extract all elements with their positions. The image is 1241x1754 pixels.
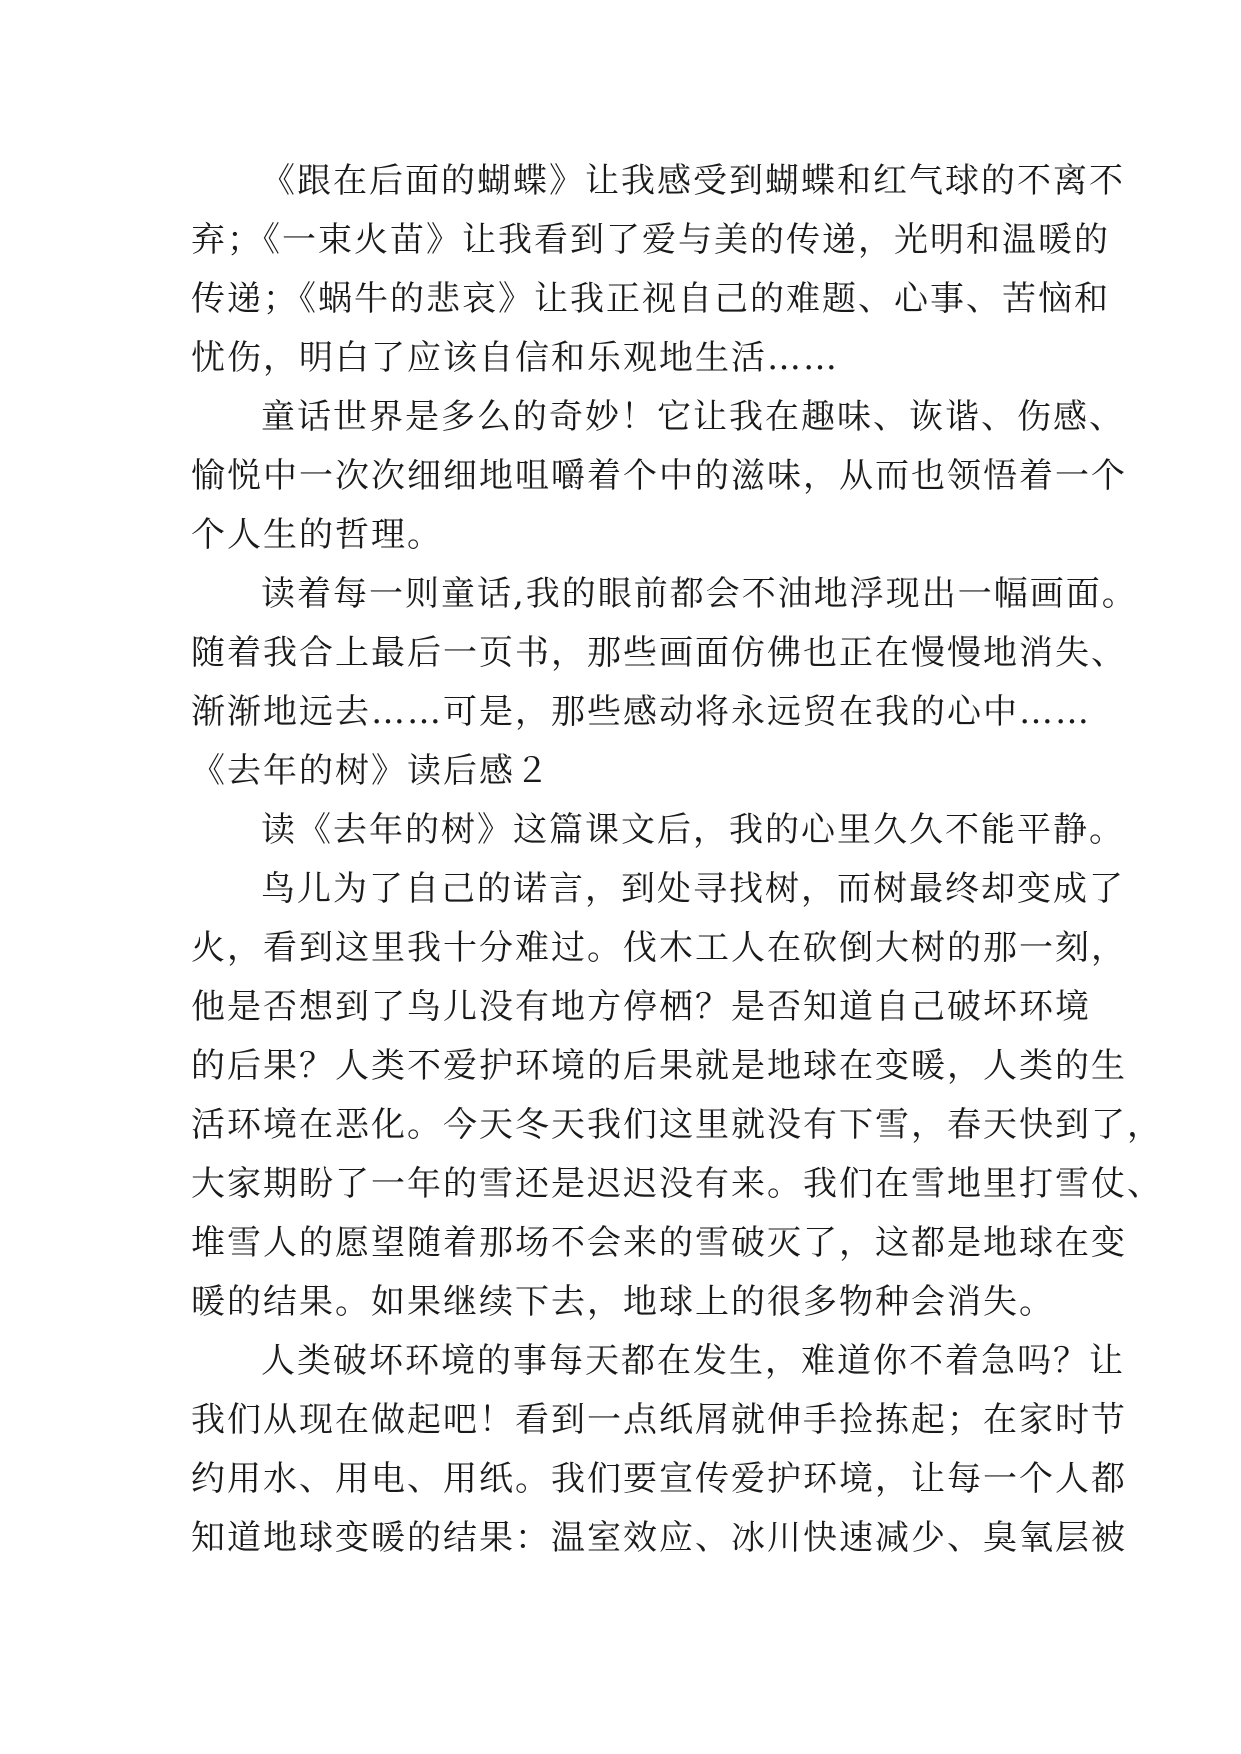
text-line: 他是否想到了鸟儿没有地方停栖？是否知道自己破坏环境 bbox=[191, 987, 1091, 1027]
text-line: 的后果？人类不爱护环境的后果就是地球在变暖，人类的生 bbox=[191, 1046, 1127, 1086]
text-line: 鸟儿为了自己的诺言，到处寻找树，而树最终却变成了 bbox=[261, 869, 1125, 909]
text-line: 忧伤，明白了应该自信和乐观地生活…… bbox=[191, 338, 839, 378]
text-line: 大家期盼了一年的雪还是迟迟没有来。我们在雪地里打雪仗、 bbox=[191, 1164, 1163, 1204]
paragraph-fairy-world bbox=[191, 388, 1127, 565]
document-body bbox=[191, 152, 1163, 1568]
text-line: 活环境在恶化。今天冬天我们这里就没有下雪，春天快到了， bbox=[191, 1105, 1163, 1145]
text-line: 火，看到这里我十分难过。伐木工人在砍倒大树的那一刻， bbox=[191, 928, 1127, 968]
text-line: 传递；《蜗牛的悲哀》让我正视自己的难题、心事、苦恼和 bbox=[191, 279, 1110, 319]
text-line: 知道地球变暖的结果：温室效应、冰川快速减少、臭氧层被 bbox=[191, 1518, 1127, 1558]
text-line: 读着每一则童话,我的眼前都会不油地浮现出一幅画面。 bbox=[261, 574, 1138, 614]
paragraph-protect-environment bbox=[191, 1332, 1127, 1568]
text-line: 约用水、用电、用纸。我们要宣传爱护环境，让每一个人都 bbox=[191, 1459, 1127, 1499]
text-line: 我们从现在做起吧！看到一点纸屑就伸手捡拣起；在家时节 bbox=[191, 1400, 1127, 1440]
section-heading bbox=[191, 742, 1061, 801]
text-line: 堆雪人的愿望随着那场不会来的雪破灭了，这都是地球在变 bbox=[191, 1223, 1127, 1263]
text-line: 渐渐地远去……可是，那些感动将永远贸在我的心中…… bbox=[191, 692, 1091, 732]
text-line: 《跟在后面的蝴蝶》让我感受到蝴蝶和红气球的不离不 bbox=[261, 161, 1125, 201]
text-line: 个人生的哲理。 bbox=[191, 515, 443, 555]
paragraph-reading-fairy-tales bbox=[191, 565, 1138, 742]
text-line: 童话世界是多么的奇妙！它让我在趣味、诙谐、伤感、 bbox=[261, 397, 1125, 437]
paragraph-bird-and-tree bbox=[191, 860, 1163, 1332]
paragraph-butterfly bbox=[191, 152, 1125, 388]
text-line: 弃；《一束火苗》让我看到了爱与美的传递，光明和温暖的 bbox=[191, 220, 1110, 260]
text-line: 人类破坏环境的事每天都在发生，难道你不着急吗？让 bbox=[261, 1341, 1125, 1381]
text-line: 读《去年的树》这篇课文后，我的心里久久不能平静。 bbox=[261, 810, 1125, 850]
text-line: 暖的结果。如果继续下去，地球上的很多物种会消失。 bbox=[191, 1282, 1055, 1322]
text-line: 愉悦中一次次细细地咀嚼着个中的滋味，从而也领悟着一个 bbox=[191, 456, 1127, 496]
text-line: 随着我合上最后一页书，那些画面仿佛也正在慢慢地消失、 bbox=[191, 633, 1127, 673]
paragraph-intro bbox=[191, 801, 1125, 860]
heading-text: 《去年的树》读后感２ bbox=[191, 751, 551, 791]
